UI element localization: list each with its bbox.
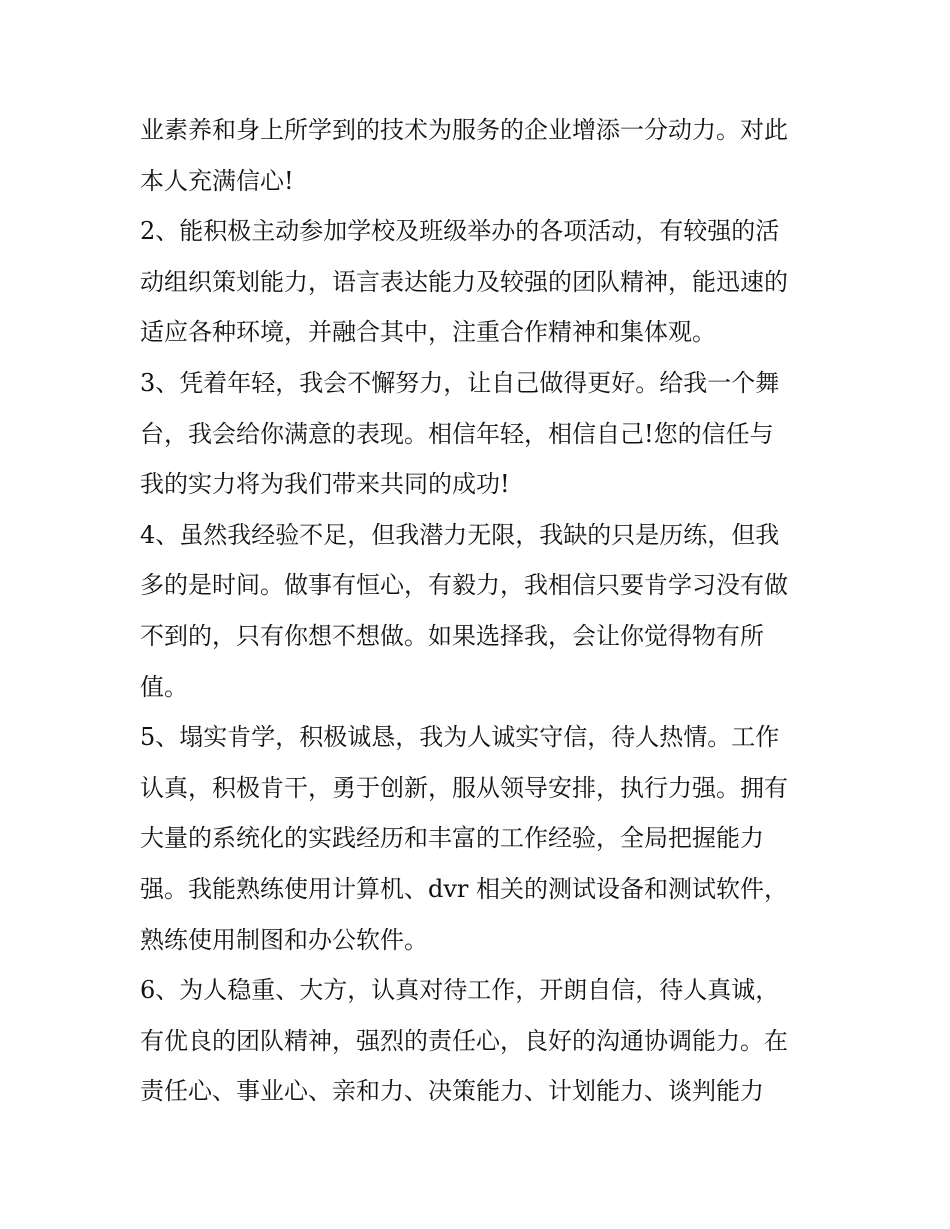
text-line: 熟练使用制图和办公软件。 xyxy=(140,925,428,954)
text-line: 台，我会给你满意的表现。相信年轻，相信自己!您的信任与 xyxy=(140,419,774,448)
text-line: 本人充满信心! xyxy=(140,166,294,195)
text-line: 3、凭着年轻，我会不懈努力，让自己做得更好。给我一个舞 xyxy=(140,368,780,397)
text-line: 业素养和身上所学到的技术为服务的企业增添一分动力。对此 xyxy=(140,116,788,144)
text-line: 不到的，只有你想不想做。如果选择我，会让你觉得物有所 xyxy=(140,621,764,650)
text-line: 多的是时间。做事有恒心，有毅力，我相信只要肯学习没有做 xyxy=(140,571,788,600)
text-line: 4、虽然我经验不足，但我潜力无限，我缺的只是历练，但我 xyxy=(140,520,780,549)
text-line: 认真，积极肯干，勇于创新，服从领导安排，执行力强。拥有 xyxy=(140,773,788,802)
text-line: 6、为人稳重、大方，认真对待工作，开朗自信，待人真诚， xyxy=(140,976,780,1005)
text-line: 我的实力将为我们带来共同的成功! xyxy=(140,470,510,499)
text-line: 2、能积极主动参加学校及班级举办的各项活动，有较强的活 xyxy=(140,217,780,246)
text-line: 5、塌实肯学，积极诚恳，我为人诚实守信，待人热情。工作 xyxy=(140,723,780,752)
text-line: 大量的系统化的实践经历和丰富的工作经验，全局把握能力 xyxy=(140,824,764,853)
text-line: 强。我能熟练使用计算机、dvr 相关的测试设备和测试软件， xyxy=(140,874,789,903)
text-line: 责任心、事业心、亲和力、决策能力、计划能力、谈判能力 xyxy=(140,1077,764,1106)
text-line: 值。 xyxy=(140,672,188,701)
document-page xyxy=(140,105,830,1117)
text-line: 适应各种环境，并融合其中，注重合作精神和集体观。 xyxy=(140,318,716,347)
text-line: 有优良的团队精神，强烈的责任心，良好的沟通协调能力。在 xyxy=(140,1026,788,1055)
text-line: 动组织策划能力，语言表达能力及较强的团队精神，能迅速的 xyxy=(140,267,788,296)
